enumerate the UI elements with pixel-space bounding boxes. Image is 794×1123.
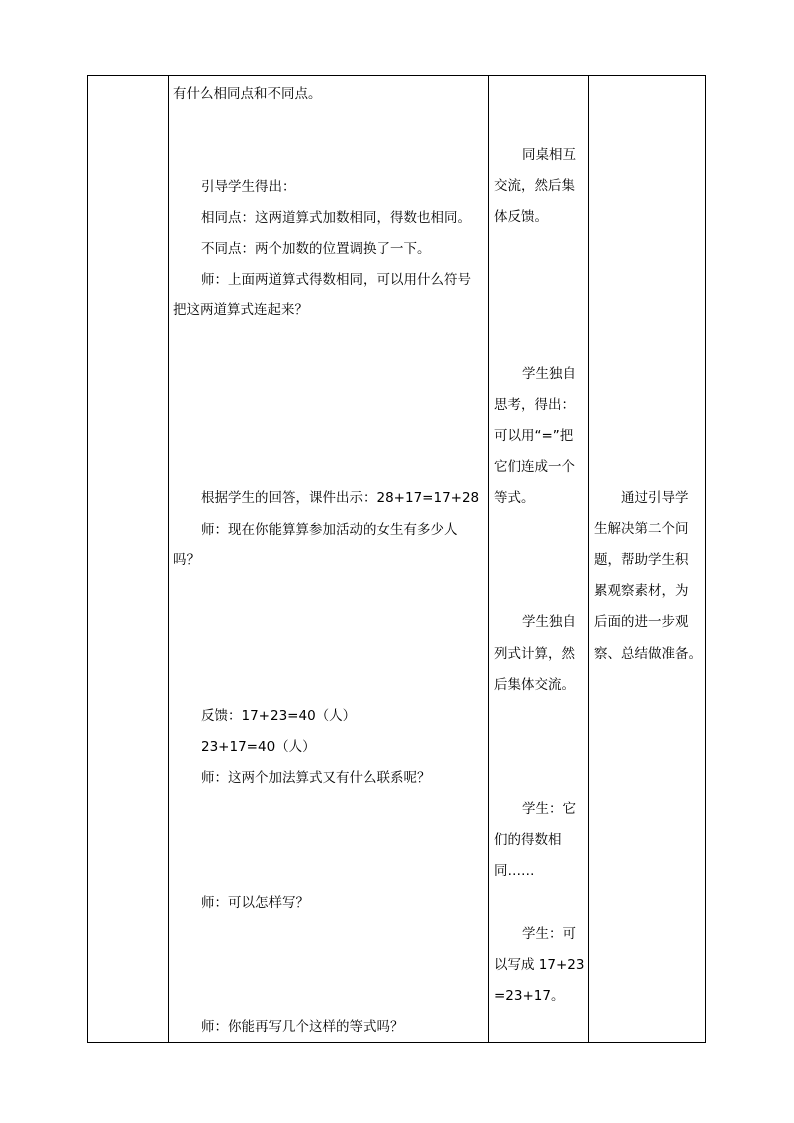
student-line: 可以用“=”把	[494, 428, 574, 444]
column-divider	[488, 76, 489, 1042]
student-line: 学生独自	[522, 366, 576, 382]
teacher-line: 23+17=40（人）	[201, 739, 316, 755]
teacher-line: 相同点：这两道算式加数相同，得数也相同。	[201, 210, 471, 226]
student-line: 它们连成一个	[494, 459, 575, 475]
student-line: 体反馈。	[494, 209, 548, 225]
teacher-line: 师：现在你能算算参加活动的女生有多少人	[201, 522, 458, 538]
student-line: =23+17。	[494, 988, 565, 1004]
teacher-line: 根据学生的回答，课件出示：28+17=17+28	[201, 490, 480, 506]
teacher-line: 师：这两个加法算式又有什么联系呢？	[201, 770, 431, 786]
intent-line: 通过引导学	[621, 490, 689, 506]
student-line: 同桌相互	[522, 147, 576, 163]
student-line: 学生：可	[522, 926, 576, 942]
intent-line: 题，帮助学生积	[594, 552, 689, 568]
student-line: 等式。	[494, 490, 535, 506]
teacher-line: 不同点：两个加数的位置调换了一下。	[201, 241, 431, 257]
teacher-line: 反馈：17+23=40（人）	[201, 708, 357, 724]
student-line: 学生独自	[522, 614, 576, 630]
student-line: 同……	[494, 863, 535, 879]
student-line: 列式计算，然	[494, 646, 575, 662]
student-line: 以写成 17+23	[494, 957, 585, 973]
teacher-line: 有什么相同点和不同点。	[173, 86, 322, 102]
student-line: 学生：它	[522, 801, 576, 817]
intent-line: 后面的进一步观	[594, 614, 689, 630]
teacher-line: 吗？	[173, 552, 200, 568]
teacher-line: 引导学生得出：	[201, 179, 296, 195]
student-line: 们的得数相	[494, 832, 562, 848]
teacher-line: 师：上面两道算式得数相同，可以用什么符号	[201, 272, 471, 288]
student-line: 思考，得出：	[494, 397, 575, 413]
intent-line: 生解决第二个问	[594, 521, 689, 537]
teacher-line: 师：可以怎样写？	[201, 895, 309, 911]
student-line: 交流，然后集	[494, 178, 575, 194]
column-divider	[588, 76, 589, 1042]
column-divider	[168, 76, 169, 1042]
intent-line: 累观察素材，为	[594, 583, 689, 599]
teacher-line: 师：你能再写几个这样的等式吗？	[201, 1019, 404, 1035]
student-line: 后集体交流。	[494, 677, 575, 693]
intent-line: 察、总结做准备。	[594, 646, 702, 662]
teacher-line: 把这两道算式连起来？	[173, 302, 308, 318]
